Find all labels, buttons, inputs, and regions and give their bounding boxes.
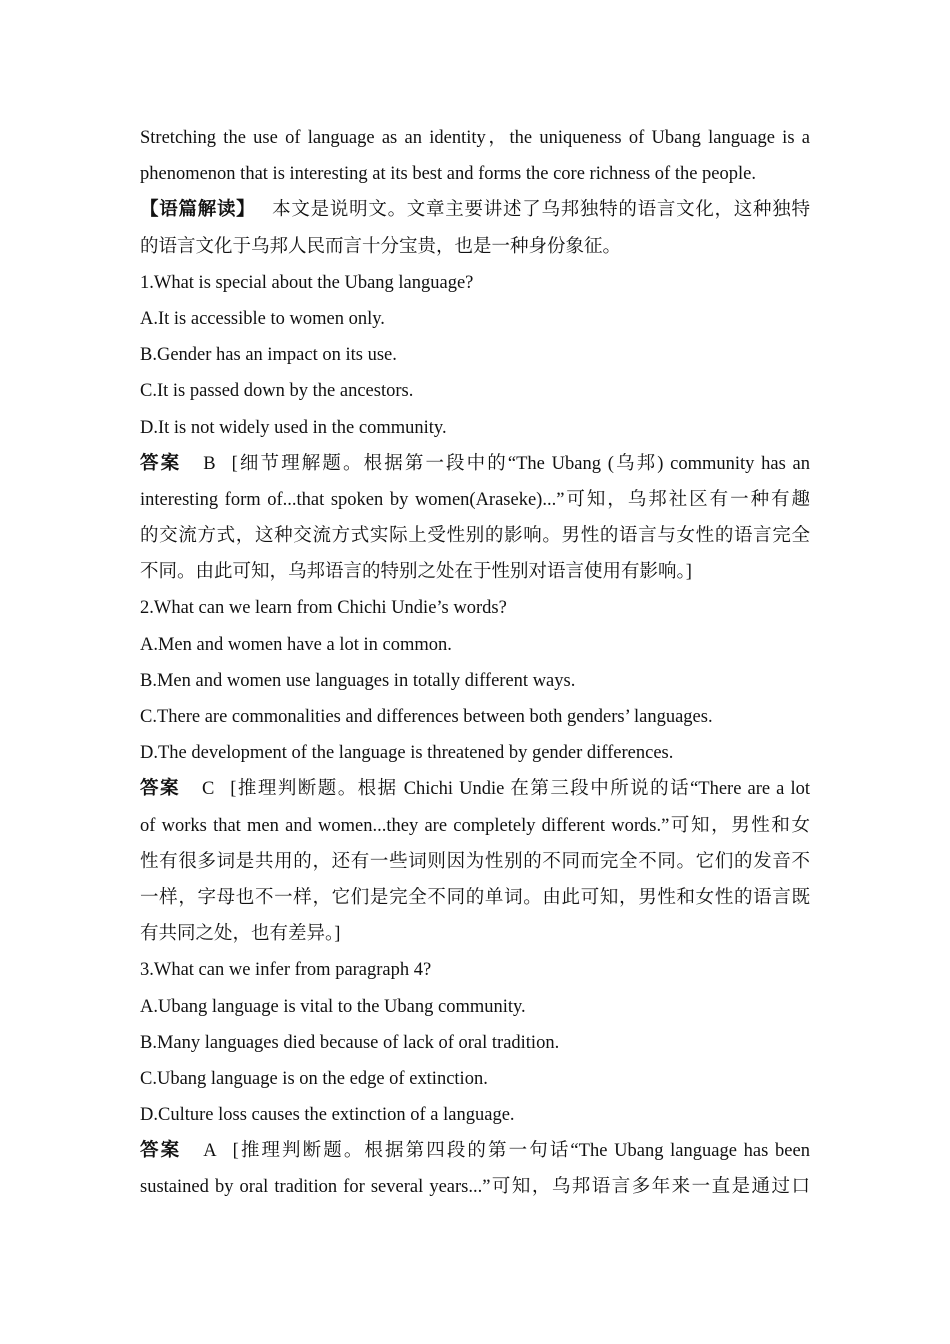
q1-explanation-3: 的交流方式，这种交流方式实际上受性别的影响。男性的语言与女性的语言完全 <box>140 526 810 547</box>
q2-answer-letter: C <box>201 779 215 800</box>
q1-explanation-4: 不同。由此可知，乌邦语言的特别之处在于性别对语言使用有影响。] <box>140 562 692 583</box>
q1-answer-letter: B <box>203 453 216 474</box>
q3-explanation-1: [推理判断题。根据第四段的第一句话“The Ubang language has been <box>232 1141 810 1162</box>
q1-explanation-1: [细节理解题。根据第一段中的“The Ubang (乌邦) community has an <box>231 453 810 474</box>
q2-option-c: C.There are commonalities and differences between both genders’ languages. <box>140 707 713 727</box>
q3-answer-label: 答案 <box>140 1141 182 1162</box>
analysis-label: 【语篇解读】 <box>140 200 256 221</box>
q1-answer-line <box>140 446 810 482</box>
document-page <box>140 120 810 1206</box>
q3-option-a: A.Ubang language is vital to the Ubang community. <box>140 996 526 1017</box>
intro-line-1: Stretching the use of language as an identity，the uniqueness of Ubang language is a <box>140 128 810 148</box>
q2-option-a: A.Men and women have a lot in common. <box>140 634 452 655</box>
q1-option-c: C.It is passed down by the ancestors. <box>140 381 414 402</box>
q2-explanation-2: of works that men and women...they are completely different words.”可知，男性和女 <box>140 815 810 836</box>
q3-question: 3.What can we infer from paragraph 4? <box>140 960 432 981</box>
q3-option-d: D.Culture loss causes the extinction of a language. <box>140 1105 515 1126</box>
q1-question: 1.What is special about the Ubang language? <box>140 272 474 293</box>
q2-answer-line <box>140 771 810 807</box>
intro-line-2: phenomenon that is interesting at its best and forms the core richness of the people. <box>140 164 756 185</box>
analysis-line-1 <box>140 192 810 228</box>
q1-option-d: D.It is not widely used in the community. <box>140 417 447 438</box>
q2-explanation-5: 有共同之处，也有差异。] <box>140 924 341 945</box>
q2-option-b: B.Men and women use languages in totally different ways. <box>140 670 576 691</box>
q3-explanation-2: sustained by oral tradition for several years...”可知，乌邦语言多年来一直是通过口 <box>140 1177 810 1198</box>
q1-option-b: B.Gender has an impact on its use. <box>140 345 397 366</box>
q2-answer-label: 答案 <box>140 779 180 800</box>
q2-explanation-3: 性有很多词是共用的，还有一些词则因为性别的不同而完全不同。它们的发音不 <box>140 851 810 872</box>
q1-explanation-2: interesting form of...that spoken by women(Araseke)...”可知，乌邦社区有一种有趣 <box>140 489 810 510</box>
q2-option-d: D.The development of the language is threatened by gender differences. <box>140 743 674 764</box>
q2-explanation-1: [推理判断题。根据 Chichi Undie 在第三段中所说的话“There are a lot <box>230 779 810 800</box>
q3-option-c: C.Ubang language is on the edge of extinction. <box>140 1068 488 1089</box>
q3-option-b: B.Many languages died because of lack of oral tradition. <box>140 1032 560 1053</box>
q2-explanation-4: 一样，字母也不一样，它们是完全不同的单词。由此可知，男性和女性的语言既 <box>140 887 810 908</box>
q2-question: 2.What can we learn from Chichi Undie’s words? <box>140 598 507 619</box>
analysis-text-1: 本文是说明文。文章主要讲述了乌邦独特的语言文化，这种独特 <box>271 200 810 221</box>
analysis-line-2: 的语言文化于乌邦人民而言十分宝贵，也是一种身份象征。 <box>140 236 622 257</box>
q3-answer-line <box>140 1133 810 1169</box>
q1-option-a: A.It is accessible to women only. <box>140 308 385 329</box>
q3-answer-letter: A <box>203 1141 217 1162</box>
q1-answer-label: 答案 <box>140 453 182 474</box>
